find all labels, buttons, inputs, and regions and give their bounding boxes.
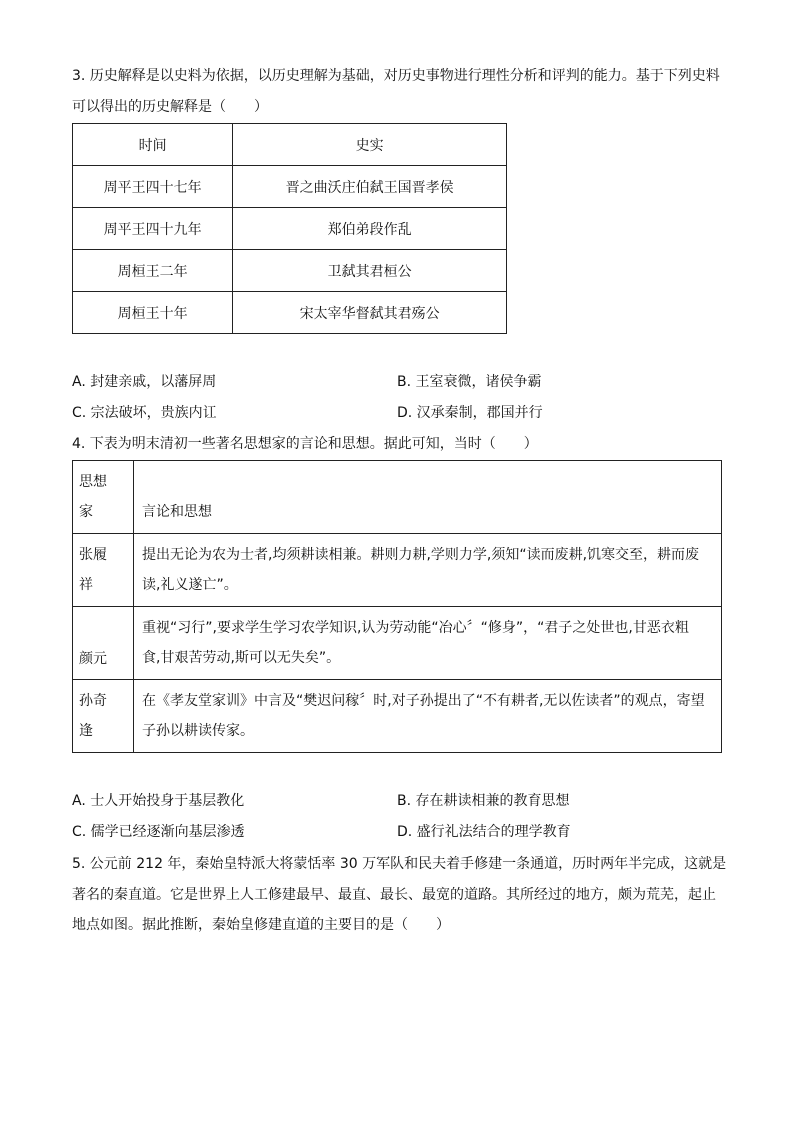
table-cell-thought [134,607,722,680]
table-cell-fact: 宋太宰华督弑其君殇公 [233,292,507,334]
thinker-name-line: 逢 [79,723,93,739]
q4-option-a[interactable]: A. 士人开始投身于基层教化 [72,793,245,809]
header-name-line: 家 [79,504,93,520]
q4-option-b[interactable]: B. 存在耕读相兼的教育思想 [397,793,570,809]
q3-option-c[interactable]: C. 宗法破坏，贵族内讧 [72,405,217,421]
q4-stem: 4. 下表为明末清初一些著名思想家的言论和思想。据此可知，当时（ ） [72,436,538,452]
thought-line: 食,甘艰苦劳动,斯可以无失矣”。 [142,650,341,666]
table-cell-thinker [73,680,134,753]
q4-table [72,460,722,753]
table-cell-thought [134,680,722,753]
table-cell-time: 周桓王十年 [73,292,233,334]
thinker-name-line: 张履 [79,547,107,563]
table-cell-fact: 卫弑其君桓公 [233,250,507,292]
q3-stem-line1: 3. 历史解释是以史料为依据，以历史理解为基础，对历史事物进行理性分析和评判的能力。基于下列史料 [72,68,720,84]
table-row [73,534,722,607]
q5-stem-line1: 5. 公元前 212 年，秦始皇特派大将蒙恬率 30 万军队和民夫着手修建一条通道，历时两年半完成，这就是 [72,856,727,872]
table-cell-time: 周桓王二年 [73,250,233,292]
q3-stem-line2: 可以得出的历史解释是（ ） [72,99,268,115]
thought-line: 在《孝友堂家训》中言及“樊迟问稼〞时,对子孙提出了“不有耕者,无以佐读者”的观点，寄望 [142,693,705,709]
q4-option-c[interactable]: C. 儒学已经逐渐向基层渗透 [72,824,245,840]
q3-option-a[interactable]: A. 封建亲戚，以藩屏周 [72,374,217,390]
table-cell-fact: 郑伯弟段作乱 [233,208,507,250]
table-row [73,680,722,753]
table-header-row [73,124,507,166]
thinker-name-line: 祥 [79,577,93,593]
q4-option-d[interactable]: D. 盛行礼法结合的理学教育 [397,824,571,840]
table-cell-time: 周平王四十七年 [73,166,233,208]
table-row [73,166,507,208]
q5-stem-line3: 地点如图。据此推断，秦始皇修建直道的主要目的是（ ） [72,917,450,933]
thought-line: 重视“习行”,要求学生学习农学知识,认为劳动能“冶心〞“修身”，“君子之处世也,甘恶衣粗 [142,620,689,636]
table-cell-thought [134,534,722,607]
thinker-name-line: 颜元 [79,651,107,667]
header-name-line: 思想 [79,474,107,490]
q3-option-d[interactable]: D. 汉承秦制，郡国并行 [397,405,543,421]
table-row [73,250,507,292]
table-row [73,292,507,334]
table-cell-thinker [73,607,134,680]
table-header-cell: 言论和思想 [134,461,722,534]
thought-line: 读,礼义遂亡”。 [142,577,238,593]
q5-stem-line2: 著名的秦直道。它是世界上人工修建最早、最直、最长、最宽的道路。其所经过的地方，颇为荒芜，起止 [72,887,716,903]
table-row [73,208,507,250]
table-cell-thinker [73,534,134,607]
thinker-name-line: 孙奇 [79,693,107,709]
q3-option-b[interactable]: B. 王室衰微，诸侯争霸 [397,374,542,390]
table-header-cell [73,461,134,534]
table-header-cell: 史实 [233,124,507,166]
table-row [73,607,722,680]
table-header-row [73,461,722,534]
table-header-cell: 时间 [73,124,233,166]
q3-table [72,123,507,334]
table-cell-fact: 晋之曲沃庄伯弑王国晋孝侯 [233,166,507,208]
thought-line: 子孙以耕读传家。 [142,723,254,739]
thought-line: 提出无论为农为士者,均须耕读相兼。耕则力耕,学则力学,须知“读而废耕,饥寒交至，耕而废 [142,547,700,563]
table-cell-time: 周平王四十九年 [73,208,233,250]
